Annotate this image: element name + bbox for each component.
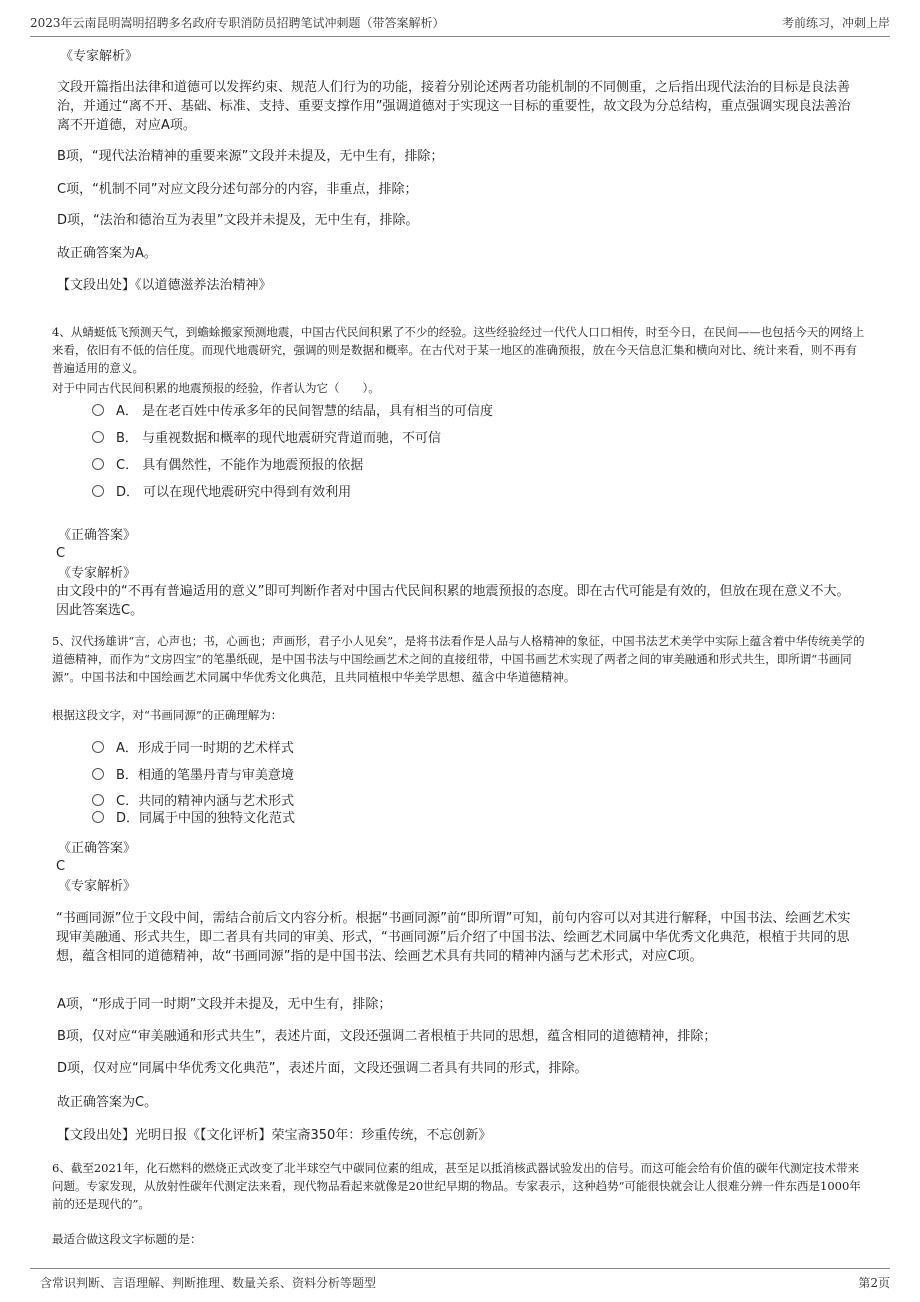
q5-option-d-note: D项，仅对应“同属中华优秀文化典范”，表述片面，文段还强调二者具有共同的形式，排除。 [57, 1061, 588, 1076]
q5-answer-text: 故正确答案为C。 [57, 1095, 158, 1110]
radio-icon[interactable] [92, 485, 104, 497]
q4-stem: 4、从蜻蜓低飞预测天气，到蟾蜍搬家预测地震，中国古代民间积累了不少的经验。这些经验经过一代代人口口相传，时至今日，在民间——也包括今天的网络上来看，依旧有不低的信任度。而现代地震研究，强调的则是数据和概率。在古代对于某一地区的准确预报，放在今天信息汇集和横向对比、统计来看，则不再有普遍适用的意义。 [52, 325, 865, 375]
q3-option-b-note: B项，“现代法治精神的重要来源”文段并未提及，无中生有，排除； [57, 149, 444, 164]
q3-answer: 故正确答案为A。 [57, 246, 157, 261]
header-tagline: 考前练习，冲刺上岸 [781, 16, 890, 30]
q5-option-a[interactable]: A．形成于同一时期的艺术样式 [92, 740, 294, 758]
q4-analysis-label: 《专家解析》 [58, 566, 137, 581]
q5-answer-label: 《正确答案》 [58, 841, 137, 856]
q3-option-c-note: C项，“机制不同”对应文段分述句部分的内容，非重点，排除； [57, 182, 418, 197]
radio-icon[interactable] [92, 458, 104, 470]
radio-icon[interactable] [92, 404, 104, 416]
q5-answer: C [56, 859, 66, 874]
q4-analysis: 由文段中的“不再有普遍适用的意义”即可判断作者对中国古代民间积累的地震预报的态度。即在古代可能是有效的，但放在现在意义不大。因此答案选C。 [56, 584, 850, 618]
q5-option-b[interactable]: B．相通的笔墨丹青与审美意境 [92, 767, 294, 785]
q5-option-b-note: B项，仅对应“审美融通和形式共生”，表述片面，文段还强调二者根植于共同的思想，蕴含相同的道德精神，排除； [57, 1029, 717, 1044]
radio-icon[interactable] [92, 794, 104, 806]
q4-option-c[interactable]: C． 具有偶然性，不能作为地震预报的依据 [92, 457, 363, 475]
q3-option-d-note: D项，“法治和德治互为表里”文段并未提及，无中生有，排除。 [57, 213, 419, 228]
document-title: 2023年云南昆明嵩明招聘多名政府专职消防员招聘笔试冲刺题（带答案解析） [30, 16, 445, 30]
page-footer [30, 1268, 890, 1293]
radio-icon[interactable] [92, 768, 104, 780]
q4-question: 对于中同古代民间积累的地震预报的经验，作者认为它（ ）。 [52, 381, 380, 395]
footer-topics: 含常识判断、言语理解、判断推理、数量关系、资料分析等题型 [40, 1276, 377, 1290]
q4-option-d[interactable]: D． 可以在现代地震研究中得到有效利用 [92, 484, 351, 502]
radio-icon[interactable] [92, 431, 104, 443]
q4-answer-label: 《正确答案》 [58, 528, 137, 543]
q5-analysis: “书画同源”位于文段中间，需结合前后文内容分析。根据“书画同源”前“即所谓”可知，前句内容可以对其进行解释，中国书法、绘画艺术实现审美融通、形式共生，即二者具有共同的审美、形式，“书画同源”后介绍了中国书法、绘画艺术同属中华优秀文化典范，根植于共同的思想，蕴含相同的道德精神，故“书画同源”指的是中国书法、绘画艺术具有共同的精神内涵与艺术形式，对应C项。 [56, 911, 851, 964]
q4-option-b[interactable]: B． 与重视数据和概率的现代地震研究背道而驰，不可信 [92, 430, 441, 448]
radio-icon[interactable] [92, 741, 104, 753]
q5-question: 根据这段文字，对“书画同源”的正确理解为： [52, 708, 283, 722]
q6-question: 最适合做这段文字标题的是： [52, 1232, 202, 1246]
q3-source: 【文段出处】《以道德滋养法治精神》 [57, 278, 272, 293]
radio-icon[interactable] [92, 811, 104, 823]
q6-stem: 6、截至2021年，化石燃料的燃烧正式改变了北半球空气中碳同位素的组成，甚至足以抵消核武器试验发出的信号。而这可能会给有价值的碳年代测定技术带来问题。专家发现，从放射性碳年代测定法来看，现代物品看起来就像是20世纪早期的物品。专家表示，这种趋势“可能很快就会让人很难分辨一件东西是1000年前的还是现代的”。 [52, 1161, 861, 1211]
q5-option-d[interactable]: D．同属于中国的独特文化范式 [92, 810, 295, 828]
q4-answer: C [56, 546, 66, 561]
q5-option-c[interactable]: C．共同的精神内涵与艺术形式 [92, 793, 294, 811]
q5-source: 【文段出处】光明日报《【文化评析】荣宝斋350年：珍重传统，不忘创新》 [57, 1128, 492, 1143]
page-header [30, 10, 890, 37]
q4-option-a[interactable]: A． 是在老百姓中传承多年的民间智慧的结晶，具有相当的可信度 [92, 403, 493, 421]
q5-option-a-note: A项，“形成于同一时期”文段并未提及，无中生有，排除； [57, 997, 392, 1012]
q5-stem: 5、汉代扬雄讲“言，心声也；书，心画也；声画形，君子小人见矣”，是将书法看作是人品与人格精神的象征，中国书法艺术美学中实际上蕴含着中华传统美学的道德精神，而作为“文房四宝”的笔墨纸砚，是中国书法与中国绘画艺术之间的直接纽带，中国书画艺术实现了两者之间的审美融通和形式共生，即所谓“书画同源”。中国书法和中国绘画艺术同属中华优秀文化典范，且共同植根中华美学思想、蕴含中华道德精神。 [52, 634, 865, 684]
page-number: 第2页 [858, 1276, 890, 1290]
q3-analysis: 文段开篇指出法律和道德可以发挥约束、规范人们行为的功能，接着分别论述两者功能机制的不同侧重，之后指出现代法治的目标是良法善治，并通过“离不开、基础、标准、支持、重要支撑作用”强调道德对于实现这一目标的重要性，故文段为分总结构，重点强调实现良法善治离不开道德，对应A项。 [57, 80, 851, 133]
q5-analysis-label: 《专家解析》 [58, 879, 137, 894]
q3-analysis-label: 《专家解析》 [60, 49, 139, 64]
